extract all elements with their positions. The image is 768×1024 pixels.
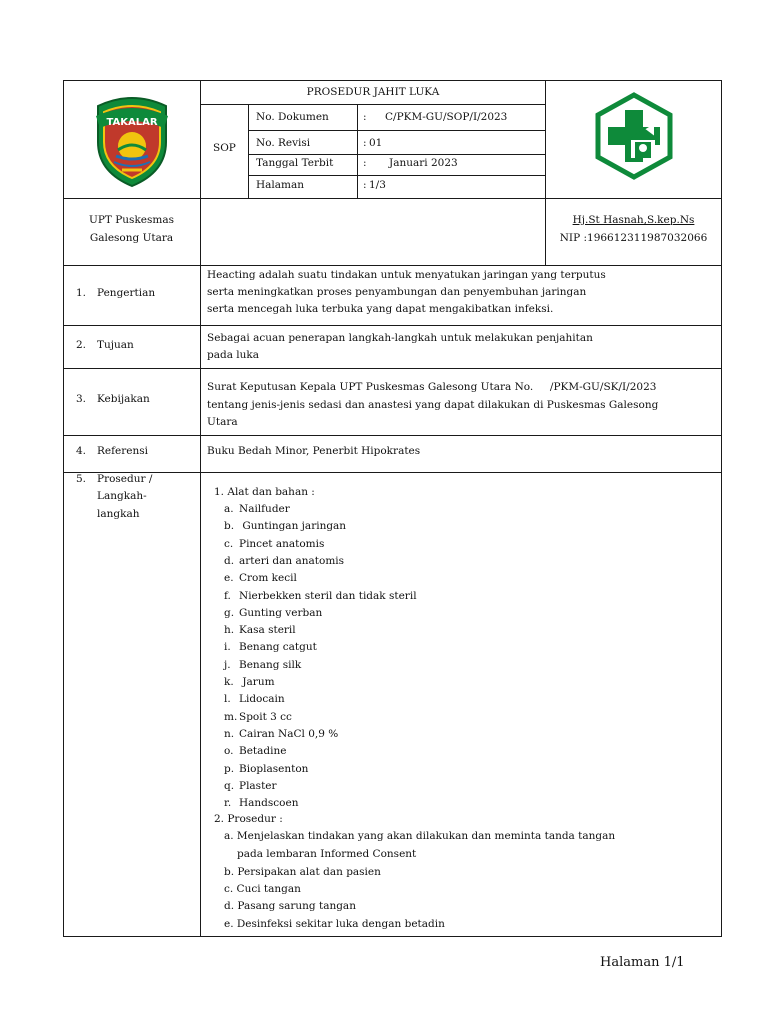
alat-item-marker: m. <box>224 711 238 723</box>
puskesmas-logo <box>590 92 678 180</box>
sop-label: SOP <box>213 142 236 154</box>
alat-item-marker: b. <box>224 520 235 532</box>
alat-item: Plaster <box>239 780 277 792</box>
field-value-no-revisi: 01 <box>369 137 383 149</box>
alat-item-marker: d. <box>224 555 235 567</box>
kebijakan-line: Utara <box>207 416 238 428</box>
kebijakan-line: Surat Keputusan Kepala UPT Puskesmas Galesong Utara No. /PKM-GU/SK/I/2023 <box>207 381 657 393</box>
takalar-logo-text: TAKALAR <box>106 117 158 128</box>
alat-item: Kasa steril <box>239 624 296 636</box>
field-label-tanggal-terbit: Tanggal Terbit <box>256 157 334 169</box>
field-value-halaman: 1/3 <box>369 179 386 191</box>
alat-item-marker: p. <box>224 763 235 775</box>
field-sep-no-dokumen: : <box>363 111 367 123</box>
document-title: PROSEDUR JAHIT LUKA <box>306 86 440 98</box>
alat-heading: 1. Alat dan bahan : <box>214 486 315 498</box>
alat-item-marker: i. <box>224 641 231 653</box>
section-label-prosedur: Prosedur / <box>97 473 153 485</box>
unit-name-line1: UPT Puskesmas <box>88 214 175 226</box>
row-referensi-bottom <box>63 472 722 473</box>
referensi-line: Buku Bedah Minor, Penerbit Hipokrates <box>207 445 421 457</box>
kebijakan-line: tentang jenis-jenis sedasi dan anastesi yang dapat dilakukan di Puskesmas Galesong <box>207 399 659 411</box>
field-value-no-dokumen: C/PKM-GU/SOP/I/2023 <box>385 111 508 123</box>
header-bottom <box>63 198 722 199</box>
alat-item: Gunting verban <box>239 607 323 619</box>
tujuan-line: pada luka <box>207 349 260 361</box>
alat-item: Pincet anatomis <box>239 538 325 550</box>
header-title-bottom <box>200 104 546 105</box>
langkah-item: pada lembaran Informed Consent <box>237 848 417 860</box>
alat-item-marker: h. <box>224 624 235 636</box>
field-sep-halaman: : <box>363 179 367 191</box>
alat-item: Betadine <box>239 745 287 757</box>
col-divider-field <box>357 104 358 199</box>
field-row-2-bottom <box>248 154 546 155</box>
prosedur-heading: 2. Prosedur : <box>214 813 283 825</box>
alat-item-marker: g. <box>224 607 235 619</box>
alat-item-marker: l. <box>224 693 231 705</box>
alat-item-marker: e. <box>224 572 234 584</box>
section-label-pengertian: Pengertian <box>97 287 156 299</box>
pengertian-line: serta meningkatkan proses penyambungan dan penyembuhan jaringan <box>207 286 587 298</box>
section-num-pengertian: 1. <box>76 287 87 299</box>
section-num-referensi: 4. <box>76 445 87 457</box>
alat-item: Lidocain <box>239 693 285 705</box>
alat-item: Guntingan jaringan <box>239 520 347 532</box>
alat-item-marker: k. <box>224 676 234 688</box>
alat-item-marker: o. <box>224 745 234 757</box>
alat-item-marker: f. <box>224 590 231 602</box>
alat-item: Cairan NaCl 0,9 % <box>239 728 339 740</box>
takalar-logo <box>90 92 174 188</box>
signer-nip: NIP :196612311987032066 <box>559 232 708 244</box>
alat-item-marker: r. <box>224 797 232 809</box>
langkah-item: c. Cuci tangan <box>224 883 301 895</box>
alat-item: Handscoen <box>239 797 299 809</box>
field-sep-tanggal-terbit: : <box>363 157 367 169</box>
section-num-prosedur: 5. <box>76 473 87 485</box>
alat-item-marker: q. <box>224 780 235 792</box>
pengertian-line: serta mencegah luka terbuka yang dapat mengakibatkan infeksi. <box>207 303 554 315</box>
alat-item: Jarum <box>239 676 275 688</box>
pengertian-line: Heacting adalah suatu tindakan untuk menyatukan jaringan yang terputus <box>207 269 606 281</box>
col-divider-sop <box>248 104 249 199</box>
section-num-kebijakan: 3. <box>76 393 87 405</box>
alat-item-marker: j. <box>224 659 231 671</box>
col-divider-1 <box>200 80 201 937</box>
section-label-referensi: Referensi <box>97 445 148 457</box>
row-kebijakan-bottom <box>63 435 722 436</box>
tujuan-line: Sebagai acuan penerapan langkah-langkah untuk melakukan penjahitan <box>207 332 593 344</box>
field-value-tanggal-terbit: Januari 2023 <box>389 157 458 169</box>
alat-item: Bioplasenton <box>239 763 309 775</box>
field-row-1-bottom <box>248 130 546 131</box>
section-label-prosedur: langkah <box>97 508 140 520</box>
alat-item-marker: n. <box>224 728 235 740</box>
alat-item: Nailfuder <box>239 503 290 515</box>
alat-item: Spoit 3 cc <box>239 711 292 723</box>
alat-item: arteri dan anatomis <box>239 555 345 567</box>
table-border-top <box>63 80 722 81</box>
langkah-item: a. Menjelaskan tindakan yang akan dilakukan dan meminta tanda tangan <box>224 830 616 842</box>
langkah-item: b. Persipakan alat dan pasien <box>224 866 381 878</box>
alat-item-marker: a. <box>224 503 234 515</box>
signer-name: Hj.St Hasnah,S.kep.Ns <box>572 214 695 226</box>
alat-item: Nierbekken steril dan tidak steril <box>239 590 417 602</box>
row-unit-bottom <box>63 265 722 266</box>
section-label-tujuan: Tujuan <box>97 339 134 351</box>
alat-item: Benang catgut <box>239 641 317 653</box>
table-border-left <box>63 80 64 937</box>
field-label-halaman: Halaman <box>256 179 305 191</box>
langkah-item: e. Desinfeksi sekitar luka dengan betadin <box>224 918 445 930</box>
table-border-right <box>721 80 722 937</box>
row-tujuan-bottom <box>63 368 722 369</box>
field-label-no-dokumen: No. Dokumen <box>256 111 329 123</box>
section-label-kebijakan: Kebijakan <box>97 393 150 405</box>
alat-item: Benang silk <box>239 659 302 671</box>
alat-item-marker: c. <box>224 538 234 550</box>
alat-item: Crom kecil <box>239 572 297 584</box>
field-label-no-revisi: No. Revisi <box>256 137 311 149</box>
field-row-3-bottom <box>248 175 546 176</box>
unit-name-line2: Galesong Utara <box>89 232 174 244</box>
table-border-bottom <box>63 936 722 937</box>
section-label-prosedur: Langkah- <box>97 490 147 502</box>
langkah-item: d. Pasang sarung tangan <box>224 900 356 912</box>
section-num-tujuan: 2. <box>76 339 87 351</box>
row-pengertian-bottom <box>63 325 722 326</box>
field-sep-no-revisi: : <box>363 137 367 149</box>
page-number: Halaman 1/1 <box>600 955 685 970</box>
